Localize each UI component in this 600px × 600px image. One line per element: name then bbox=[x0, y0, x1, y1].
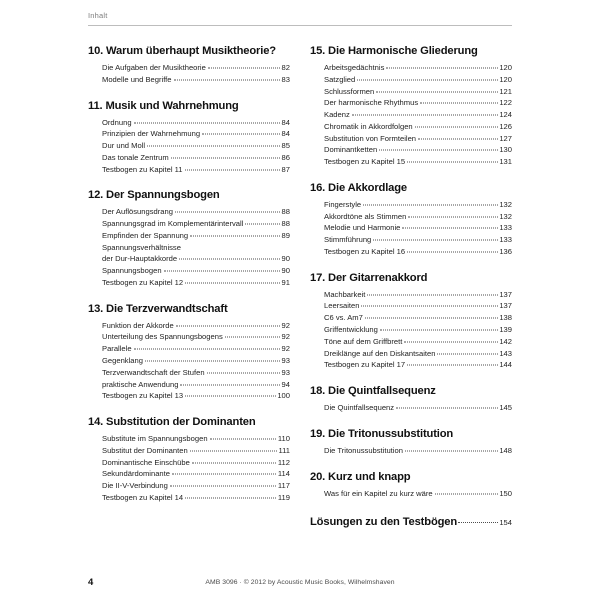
leader-dots bbox=[415, 126, 498, 127]
toc-entry-label: Spannungsverhältnisse bbox=[102, 242, 181, 252]
toc-entry[interactable] bbox=[324, 74, 512, 86]
toc-chapter bbox=[88, 302, 290, 402]
toc-entry[interactable] bbox=[102, 117, 290, 129]
toc-entry-page: 83 bbox=[281, 74, 290, 84]
page-number: 4 bbox=[88, 577, 94, 588]
toc-entry-label: Dominantketten bbox=[324, 145, 378, 155]
toc-entry-page: 122 bbox=[499, 98, 512, 108]
toc-entry[interactable] bbox=[324, 109, 512, 121]
toc-entry-page: 82 bbox=[281, 63, 290, 72]
leader-dots bbox=[458, 522, 498, 523]
toc-entry[interactable] bbox=[324, 144, 512, 156]
toc-entry[interactable] bbox=[324, 222, 512, 234]
toc-entry-page: 127 bbox=[499, 133, 512, 143]
toc-entry-list bbox=[324, 402, 512, 414]
toc-entry-list bbox=[324, 488, 512, 500]
toc-columns bbox=[88, 44, 512, 528]
toc-entry-page: 111 bbox=[278, 445, 290, 455]
toc-entry[interactable] bbox=[324, 97, 512, 109]
toc-entry-label: Leersaiten bbox=[324, 301, 360, 311]
toc-entry-label: Spannungsbogen bbox=[102, 266, 162, 276]
toc-entry-label: der Dur-Hauptakkorde bbox=[102, 254, 178, 264]
toc-entry-page: 90 bbox=[281, 254, 290, 264]
leader-dots bbox=[408, 216, 498, 217]
header-rule bbox=[88, 25, 512, 26]
toc-entry-label: Akkordtöne als Stimmen bbox=[324, 211, 407, 221]
toc-entry[interactable] bbox=[102, 265, 290, 277]
toc-entry[interactable] bbox=[102, 492, 290, 504]
leader-dots bbox=[147, 146, 280, 147]
toc-chapter bbox=[310, 384, 512, 414]
toc-chapter-title[interactable]: 18. Die Quintfallsequenz bbox=[310, 385, 436, 398]
toc-entry[interactable] bbox=[324, 234, 512, 246]
toc-entry[interactable] bbox=[102, 74, 290, 86]
toc-column-left bbox=[88, 44, 290, 528]
toc-chapter-title[interactable]: 16. Die Akkordlage bbox=[310, 181, 407, 194]
leader-dots bbox=[134, 349, 280, 350]
toc-entry-label: Gegenklang bbox=[102, 356, 143, 366]
toc-entry-page: 132 bbox=[499, 199, 512, 209]
toc-entry-label: Die Tritonussubstitution bbox=[324, 445, 403, 455]
toc-chapter bbox=[88, 99, 290, 176]
toc-chapter-title[interactable]: 13. Die Terzverwandtschaft bbox=[88, 302, 228, 315]
leader-dots bbox=[407, 251, 498, 252]
toc-entry-page: 87 bbox=[281, 164, 290, 174]
toc-entry-label: Prinzipien der Wahrnehmung bbox=[102, 129, 201, 139]
leader-dots bbox=[171, 157, 280, 158]
toc-entry-label: Empfinden der Spannung bbox=[102, 230, 189, 240]
toc-entry-list bbox=[102, 320, 290, 402]
toc-entry-label: Melodie und Harmonie bbox=[324, 223, 401, 233]
toc-entry-page: 100 bbox=[277, 391, 290, 401]
toc-entry-label: Testbogen zu Kapitel 11 bbox=[102, 164, 183, 174]
leader-dots bbox=[404, 341, 497, 342]
leader-dots bbox=[373, 240, 498, 241]
toc-entry-page: 143 bbox=[499, 348, 512, 358]
toc-chapter-title[interactable]: 15. Die Harmonische Gliederung bbox=[310, 45, 478, 57]
toc-entry-label: C6 vs. Am7 bbox=[324, 313, 363, 323]
toc-entry[interactable] bbox=[324, 300, 512, 312]
leader-dots bbox=[380, 330, 498, 331]
leader-dots bbox=[245, 224, 280, 225]
toc-entry[interactable] bbox=[324, 199, 512, 211]
leader-dots bbox=[365, 318, 498, 319]
toc-entry[interactable] bbox=[102, 457, 290, 469]
toc-entry-label: Testbogen zu Kapitel 17 bbox=[324, 360, 406, 370]
toc-entry[interactable] bbox=[324, 246, 512, 258]
toc-entry-page: 136 bbox=[499, 246, 512, 256]
leader-dots bbox=[170, 486, 277, 487]
toc-entry[interactable] bbox=[102, 164, 290, 176]
toc-entry[interactable] bbox=[102, 343, 290, 355]
leader-dots bbox=[363, 204, 498, 205]
toc-entry-label: Kadenz bbox=[324, 110, 350, 120]
toc-entry-page: 120 bbox=[499, 74, 512, 84]
toc-entry[interactable] bbox=[102, 355, 290, 367]
leader-dots bbox=[174, 79, 281, 80]
toc-entry[interactable] bbox=[102, 242, 290, 254]
leader-dots bbox=[172, 474, 276, 475]
toc-entry-label: Machbarkeit bbox=[324, 289, 366, 299]
toc-entry-label: Testbogen zu Kapitel 16 bbox=[324, 246, 406, 256]
toc-entry-page: 90 bbox=[281, 266, 290, 276]
leader-dots bbox=[367, 294, 497, 295]
toc-entry-label: Was für ein Kapitel zu kurz wäre bbox=[324, 488, 433, 498]
toc-entry-page: 117 bbox=[277, 481, 290, 491]
toc-chapter bbox=[310, 181, 512, 258]
leader-dots bbox=[396, 408, 498, 409]
toc-entry-page: 131 bbox=[499, 157, 512, 167]
toc-entry-page: 86 bbox=[281, 152, 290, 162]
toc-entry-list bbox=[102, 433, 290, 504]
toc-entry[interactable] bbox=[324, 445, 512, 457]
leader-dots bbox=[190, 450, 277, 451]
toc-entry-label: Die Quintfallsequenz bbox=[324, 403, 395, 413]
toc-entry-page: 88 bbox=[281, 207, 290, 217]
toc-entry[interactable] bbox=[102, 206, 290, 218]
toc-entry-page: 112 bbox=[277, 457, 290, 467]
toc-entry-page: 84 bbox=[281, 129, 290, 139]
toc-entry-label: Parallele bbox=[102, 344, 132, 354]
leader-dots bbox=[185, 497, 276, 498]
toc-entry-label: Funktion der Akkorde bbox=[102, 320, 174, 330]
toc-entry-page: 84 bbox=[281, 117, 290, 127]
toc-entry-list bbox=[324, 199, 512, 258]
leader-dots bbox=[202, 134, 280, 135]
toc-entry[interactable] bbox=[102, 468, 290, 480]
toc-entry-page: 92 bbox=[281, 320, 290, 330]
toc-entry-page: 94 bbox=[281, 379, 290, 389]
toc-entry-label: Terzverwandtschaft der Stufen bbox=[102, 367, 205, 377]
toc-entry-label: Die II-V-Verbindung bbox=[102, 481, 168, 491]
leader-dots bbox=[175, 212, 280, 213]
leader-dots bbox=[185, 282, 280, 283]
toc-entry-page: 92 bbox=[281, 332, 290, 342]
toc-entry-page: 133 bbox=[499, 235, 512, 245]
toc-entry[interactable] bbox=[102, 480, 290, 492]
toc-entry-label: Der Auflösungsdrang bbox=[102, 207, 173, 217]
leader-dots bbox=[435, 493, 498, 494]
toc-entry-label: Testbogen zu Kapitel 14 bbox=[102, 492, 184, 502]
toc-entry-page: 130 bbox=[499, 145, 512, 155]
toc-entry[interactable] bbox=[102, 367, 290, 379]
toc-entry-label: praktische Anwendung bbox=[102, 379, 179, 389]
leader-dots bbox=[420, 103, 498, 104]
leader-dots bbox=[376, 91, 498, 92]
toc-chapter-title[interactable]: 10. Warum überhaupt Musiktheorie? bbox=[88, 45, 276, 57]
leader-dots bbox=[192, 462, 277, 463]
toc-entry[interactable] bbox=[324, 488, 512, 500]
toc-entry[interactable] bbox=[324, 359, 512, 371]
toc-entry[interactable] bbox=[324, 336, 512, 348]
toc-entry-page: 119 bbox=[277, 492, 290, 502]
leader-dots bbox=[437, 353, 497, 354]
toc-entry[interactable] bbox=[102, 331, 290, 343]
leader-dots bbox=[176, 325, 280, 326]
toc-entry[interactable] bbox=[102, 320, 290, 332]
toc-entry-label: Töne auf dem Griffbrett bbox=[324, 336, 403, 346]
leader-dots bbox=[190, 235, 280, 236]
leader-dots bbox=[407, 162, 498, 163]
toc-entry-list bbox=[102, 206, 290, 288]
toc-entry-label: Substitution von Formteilen bbox=[324, 133, 417, 143]
toc-entry-page: 138 bbox=[499, 313, 512, 323]
running-head: Inhalt bbox=[88, 11, 108, 20]
toc-entry-page: 93 bbox=[281, 356, 290, 366]
toc-entry-label: Testbogen zu Kapitel 13 bbox=[102, 391, 184, 401]
toc-entry[interactable] bbox=[324, 324, 512, 336]
toc-entry[interactable] bbox=[324, 348, 512, 360]
toc-chapter bbox=[88, 44, 290, 86]
toc-entry-page: 137 bbox=[499, 301, 512, 311]
leader-dots bbox=[352, 115, 498, 116]
toc-chapter-title[interactable]: 12. Der Spannungsbogen bbox=[88, 189, 220, 202]
toc-entry-list bbox=[324, 289, 512, 371]
toc-chapter bbox=[88, 188, 290, 288]
toc-entry-label: Stimmführung bbox=[324, 235, 372, 245]
toc-chapter bbox=[310, 44, 512, 168]
toc-entry[interactable] bbox=[102, 253, 290, 265]
toc-entry[interactable] bbox=[324, 121, 512, 133]
toc-entry-label: Testbogen zu Kapitel 15 bbox=[324, 157, 406, 167]
toc-entry[interactable] bbox=[102, 277, 290, 289]
leader-dots bbox=[357, 79, 498, 80]
solutions-entry[interactable] bbox=[310, 516, 512, 528]
solutions-page: 154 bbox=[499, 518, 512, 528]
toc-entry-page: 132 bbox=[499, 211, 512, 221]
toc-entry-page: 91 bbox=[281, 277, 290, 287]
toc-entry[interactable] bbox=[102, 230, 290, 242]
leader-dots bbox=[225, 337, 280, 338]
toc-entry-label: Satzglied bbox=[324, 74, 356, 84]
leader-dots bbox=[379, 150, 498, 151]
toc-entry-page: 139 bbox=[499, 325, 512, 335]
toc-chapter bbox=[310, 427, 512, 457]
toc-entry-page: 121 bbox=[499, 86, 512, 96]
leader-dots bbox=[361, 306, 497, 307]
toc-entry[interactable] bbox=[324, 62, 512, 74]
leader-dots bbox=[185, 396, 276, 397]
leader-dots bbox=[164, 271, 281, 272]
toc-entry-label: Ordnung bbox=[102, 117, 132, 127]
toc-chapter-title[interactable]: 14. Substitution der Dominanten bbox=[88, 416, 256, 429]
leader-dots bbox=[405, 450, 498, 451]
toc-entry-page: 144 bbox=[499, 360, 512, 370]
toc-entry-page: 88 bbox=[281, 219, 290, 229]
toc-entry-list bbox=[324, 62, 512, 168]
toc-entry-label: Dominantische Einschübe bbox=[102, 457, 190, 467]
toc-entry[interactable] bbox=[324, 402, 512, 414]
toc-entry[interactable] bbox=[102, 390, 290, 402]
toc-entry-page: 150 bbox=[499, 488, 512, 498]
toc-entry-page: 89 bbox=[281, 230, 290, 240]
toc-entry-label: Schlussformen bbox=[324, 86, 375, 96]
toc-entry-page: 133 bbox=[499, 223, 512, 233]
toc-chapter bbox=[88, 415, 290, 504]
toc-entry[interactable] bbox=[324, 289, 512, 301]
toc-entry-page: 126 bbox=[499, 121, 512, 131]
leader-dots bbox=[210, 439, 277, 440]
toc-entry[interactable] bbox=[102, 433, 290, 445]
imprint-line: AMB 3096 · © 2012 by Acoustic Music Books, Wilhelmshaven bbox=[205, 579, 395, 586]
toc-entry-label: Testbogen zu Kapitel 12 bbox=[102, 277, 184, 287]
toc-entry-page: 145 bbox=[499, 403, 512, 413]
toc-entry[interactable] bbox=[324, 86, 512, 98]
toc-entry[interactable] bbox=[102, 140, 290, 152]
toc-entry-page: 110 bbox=[277, 434, 290, 444]
toc-entry[interactable] bbox=[102, 128, 290, 140]
toc-entry[interactable] bbox=[324, 211, 512, 223]
leader-dots bbox=[207, 372, 280, 373]
toc-entry-label: Unterteilung des Spannungsbogens bbox=[102, 332, 223, 342]
toc-entry-label: Griffentwicklung bbox=[324, 325, 378, 335]
toc-entry-label: Die Aufgaben der Musiktheorie bbox=[102, 63, 206, 72]
toc-entry-label: Fingerstyle bbox=[324, 199, 362, 209]
leader-dots bbox=[386, 68, 497, 69]
leader-dots bbox=[208, 68, 280, 69]
toc-entry-page: 93 bbox=[281, 367, 290, 377]
toc-entry-page: 120 bbox=[499, 63, 512, 72]
toc-entry[interactable] bbox=[324, 133, 512, 145]
toc-entry-label: Dreiklänge auf den Diskantsaiten bbox=[324, 348, 436, 358]
leader-dots bbox=[185, 169, 281, 170]
leader-dots bbox=[402, 228, 497, 229]
leader-dots bbox=[179, 259, 280, 260]
toc-entry[interactable] bbox=[102, 445, 290, 457]
toc-entry[interactable] bbox=[102, 379, 290, 391]
toc-entry-list bbox=[102, 62, 290, 86]
toc-entry[interactable] bbox=[324, 156, 512, 168]
toc-chapter bbox=[310, 271, 512, 371]
toc-entry[interactable] bbox=[102, 152, 290, 164]
toc-entry-page: 142 bbox=[499, 336, 512, 346]
toc-chapter bbox=[310, 470, 512, 500]
toc-entry-page: 85 bbox=[281, 141, 290, 151]
toc-entry[interactable] bbox=[102, 218, 290, 230]
toc-chapter-title[interactable]: 19. Die Tritonussubstitution bbox=[310, 427, 454, 440]
toc-entry-label: Sekundärdominante bbox=[102, 469, 170, 479]
toc-entry-label: Substitut der Dominanten bbox=[102, 445, 188, 455]
toc-chapter-title[interactable]: 17. Der Gitarrenakkord bbox=[310, 271, 428, 284]
toc-entry-list bbox=[324, 445, 512, 457]
toc-entry[interactable] bbox=[324, 312, 512, 324]
toc-entry[interactable] bbox=[102, 62, 290, 74]
leader-dots bbox=[180, 384, 280, 385]
toc-entry-label: Substitute im Spannungsbogen bbox=[102, 434, 208, 444]
toc-entry-label: Spannungsgrad im Komplementärintervall bbox=[102, 219, 244, 229]
toc-entry-page: 124 bbox=[499, 110, 512, 120]
leader-dots bbox=[134, 122, 280, 123]
toc-entry-label: Modelle und Begriffe bbox=[102, 74, 172, 84]
toc-entry-label: Arbeitsgedächtnis bbox=[324, 63, 385, 72]
leader-dots bbox=[145, 361, 280, 362]
toc-entry-page: 148 bbox=[499, 445, 512, 455]
solutions-label: Lösungen zu den Testbögen bbox=[310, 516, 458, 529]
toc-entry-page: 114 bbox=[277, 469, 290, 479]
toc-chapter-title[interactable]: 20. Kurz und knapp bbox=[310, 470, 411, 483]
leader-dots bbox=[407, 365, 498, 366]
toc-entry-label: Chromatik in Akkordfolgen bbox=[324, 121, 413, 131]
toc-entry-label: Das tonale Zentrum bbox=[102, 152, 169, 162]
toc-entry-label: Dur und Moll bbox=[102, 141, 146, 151]
toc-entry-list bbox=[102, 117, 290, 176]
toc-entry-page: 137 bbox=[499, 289, 512, 299]
leader-dots bbox=[418, 138, 498, 139]
toc-column-right bbox=[310, 44, 512, 528]
toc-chapter-title[interactable]: 11. Musik und Wahrnehmung bbox=[88, 99, 239, 112]
toc-entry-page: 92 bbox=[281, 344, 290, 354]
toc-entry-label: Der harmonische Rhythmus bbox=[324, 98, 419, 108]
